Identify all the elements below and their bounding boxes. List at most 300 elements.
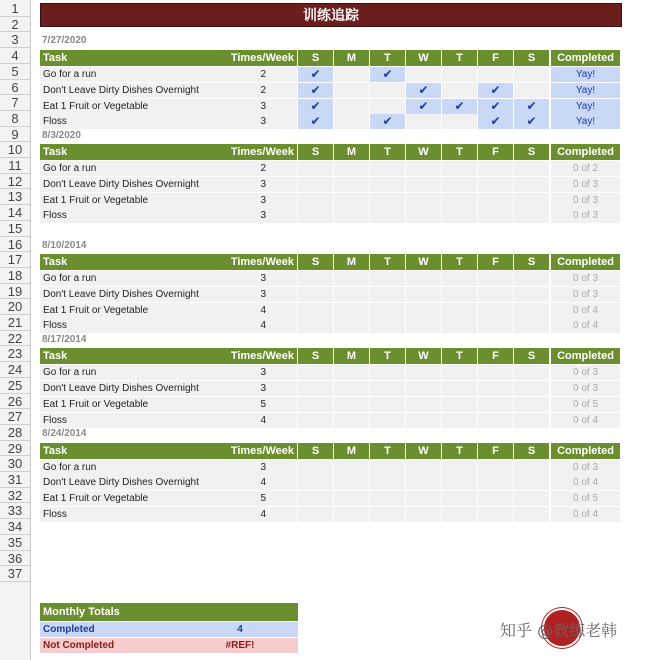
header-completed[interactable]: Completed [551, 254, 620, 270]
header-task[interactable]: Task [40, 348, 230, 364]
day-checkbox[interactable] [478, 365, 513, 380]
times-per-week[interactable]: 3 [230, 208, 297, 223]
day-checkbox[interactable] [298, 381, 333, 396]
day-checkbox[interactable] [370, 491, 405, 506]
day-checkbox[interactable] [334, 83, 369, 98]
header-day[interactable]: S [298, 443, 333, 459]
checkmark-icon: ✔ [526, 114, 537, 129]
completed-status[interactable]: 0 of 3 [551, 271, 620, 286]
monthly-not-completed-row[interactable] [40, 638, 298, 653]
week-date[interactable]: 8/17/2014 [42, 333, 87, 345]
day-checkbox[interactable] [478, 460, 513, 475]
task-name[interactable]: Don't Leave Dirty Dishes Overnight [40, 381, 230, 396]
day-checkbox[interactable] [442, 177, 477, 192]
row-number[interactable]: 2 [11, 16, 19, 32]
day-checkbox[interactable] [442, 271, 477, 286]
day-checkbox[interactable] [334, 318, 369, 333]
times-per-week[interactable]: 3 [230, 193, 297, 208]
day-checkbox[interactable] [370, 475, 405, 490]
times-per-week[interactable]: 3 [230, 271, 297, 286]
day-checkbox[interactable] [298, 397, 333, 412]
day-checkbox[interactable] [406, 507, 441, 522]
completed-status[interactable]: Yay! [551, 114, 620, 129]
times-per-week[interactable]: 2 [230, 161, 297, 176]
header-task[interactable]: Task [40, 443, 230, 459]
completed-status[interactable]: 0 of 3 [551, 208, 620, 223]
header-task[interactable]: Task [40, 144, 230, 160]
row-number[interactable]: 3 [11, 32, 19, 48]
day-checkbox[interactable] [442, 161, 477, 176]
day-checkbox[interactable] [370, 83, 405, 98]
day-checkbox[interactable] [478, 114, 513, 129]
day-checkbox[interactable] [298, 491, 333, 506]
task-name[interactable]: Floss [40, 318, 230, 333]
header-times-per-week[interactable]: Times/Week [230, 348, 297, 364]
day-checkbox[interactable] [370, 271, 405, 286]
day-checkbox[interactable] [298, 193, 333, 208]
week-date[interactable]: 8/3/2020 [42, 129, 81, 141]
day-checkbox[interactable] [514, 365, 549, 380]
completed-status[interactable]: 0 of 4 [551, 413, 620, 428]
day-checkbox[interactable] [334, 397, 369, 412]
week-date[interactable]: 8/10/2014 [42, 239, 87, 251]
day-checkbox[interactable] [478, 287, 513, 302]
day-checkbox[interactable] [442, 67, 477, 82]
day-checkbox[interactable] [514, 507, 549, 522]
day-checkbox[interactable] [406, 318, 441, 333]
header-day[interactable]: S [514, 144, 549, 160]
completed-status[interactable]: 0 of 4 [551, 475, 620, 490]
row-number[interactable]: 12 [7, 173, 23, 189]
completed-status[interactable]: 0 of 5 [551, 397, 620, 412]
day-checkbox[interactable] [514, 67, 549, 82]
header-day[interactable]: M [334, 50, 369, 66]
row-number[interactable]: 11 [8, 158, 22, 173]
day-checkbox[interactable] [334, 491, 369, 506]
day-checkbox[interactable] [370, 318, 405, 333]
row-number[interactable]: 23 [7, 346, 23, 362]
day-checkbox[interactable] [478, 507, 513, 522]
header-day[interactable]: F [478, 50, 513, 66]
day-checkbox[interactable] [442, 208, 477, 223]
day-checkbox[interactable] [478, 475, 513, 490]
day-checkbox[interactable] [334, 161, 369, 176]
day-checkbox[interactable] [298, 287, 333, 302]
day-checkbox[interactable] [442, 507, 477, 522]
day-checkbox[interactable] [514, 460, 549, 475]
day-checkbox[interactable] [298, 475, 333, 490]
day-checkbox[interactable] [406, 475, 441, 490]
header-day[interactable]: S [298, 144, 333, 160]
row-number[interactable]: 8 [11, 110, 19, 126]
day-checkbox[interactable] [406, 67, 441, 82]
day-checkbox[interactable] [442, 99, 477, 114]
row-number[interactable]: 26 [7, 393, 23, 409]
row-number[interactable]: 1 [11, 1, 19, 16]
row-number[interactable]: 33 [7, 503, 23, 519]
week-date[interactable]: 7/27/2020 [42, 35, 87, 47]
day-checkbox[interactable] [334, 67, 369, 82]
day-checkbox[interactable] [334, 507, 369, 522]
day-checkbox[interactable] [514, 177, 549, 192]
task-name[interactable]: Eat 1 Fruit or Vegetable [40, 491, 230, 506]
completed-status[interactable]: 0 of 3 [551, 193, 620, 208]
task-name[interactable]: Go for a run [40, 460, 230, 475]
header-day[interactable]: T [442, 348, 477, 364]
day-checkbox[interactable] [442, 365, 477, 380]
row-number[interactable]: 29 [7, 440, 23, 456]
completed-status[interactable]: 0 of 3 [551, 381, 620, 396]
day-checkbox[interactable] [478, 67, 513, 82]
row-number[interactable]: 22 [7, 330, 23, 346]
monthly-totals-header[interactable]: Monthly Totals [40, 603, 298, 621]
day-checkbox[interactable] [514, 114, 549, 129]
header-day[interactable]: S [298, 254, 333, 270]
times-per-week[interactable]: 3 [230, 177, 297, 192]
row-number[interactable]: 35 [7, 534, 23, 550]
day-checkbox[interactable] [478, 303, 513, 318]
times-per-week[interactable]: 4 [230, 507, 297, 522]
day-checkbox[interactable] [298, 365, 333, 380]
header-times-per-week[interactable]: Times/Week [230, 443, 297, 459]
day-checkbox[interactable] [334, 460, 369, 475]
day-checkbox[interactable] [298, 271, 333, 286]
day-checkbox[interactable] [514, 303, 549, 318]
day-checkbox[interactable] [514, 161, 549, 176]
header-day[interactable]: T [370, 254, 405, 270]
header-times-per-week[interactable]: Times/Week [230, 50, 297, 66]
day-checkbox[interactable] [298, 161, 333, 176]
header-day[interactable]: W [406, 348, 441, 364]
day-checkbox[interactable] [370, 381, 405, 396]
day-checkbox[interactable] [514, 83, 549, 98]
header-day[interactable]: W [406, 50, 441, 66]
header-day[interactable]: W [406, 254, 441, 270]
day-checkbox[interactable] [406, 99, 441, 114]
header-day[interactable]: S [514, 254, 549, 270]
times-per-week[interactable]: 4 [230, 475, 297, 490]
task-name[interactable]: Don't Leave Dirty Dishes Overnight [40, 177, 230, 192]
day-checkbox[interactable] [370, 507, 405, 522]
times-per-week[interactable]: 2 [230, 67, 297, 82]
day-checkbox[interactable] [370, 303, 405, 318]
day-checkbox[interactable] [298, 177, 333, 192]
day-checkbox[interactable] [298, 507, 333, 522]
day-checkbox[interactable] [406, 193, 441, 208]
day-checkbox[interactable] [442, 475, 477, 490]
day-checkbox[interactable] [406, 381, 441, 396]
day-checkbox[interactable] [514, 381, 549, 396]
times-per-week[interactable]: 3 [230, 99, 297, 114]
day-checkbox[interactable] [442, 460, 477, 475]
day-checkbox[interactable] [406, 365, 441, 380]
day-checkbox[interactable] [442, 83, 477, 98]
header-day[interactable]: T [370, 144, 405, 160]
day-checkbox[interactable] [334, 303, 369, 318]
header-task[interactable]: Task [40, 50, 230, 66]
task-name[interactable]: Eat 1 Fruit or Vegetable [40, 193, 230, 208]
task-name[interactable]: Go for a run [40, 67, 230, 82]
task-name[interactable]: Go for a run [40, 161, 230, 176]
day-checkbox[interactable] [298, 99, 333, 114]
times-per-week[interactable]: 3 [230, 287, 297, 302]
task-name[interactable]: Don't Leave Dirty Dishes Overnight [40, 83, 230, 98]
completed-status[interactable]: 0 of 5 [551, 491, 620, 506]
day-checkbox[interactable] [406, 83, 441, 98]
task-name[interactable]: Floss [40, 413, 230, 428]
times-per-week[interactable]: 3 [230, 365, 297, 380]
row-number[interactable]: 16 [7, 236, 23, 252]
row-number[interactable]: 32 [7, 487, 23, 503]
day-checkbox[interactable] [514, 413, 549, 428]
header-day[interactable]: M [334, 443, 369, 459]
day-checkbox[interactable] [334, 177, 369, 192]
header-times-per-week[interactable]: Times/Week [230, 144, 297, 160]
header-day[interactable]: T [370, 443, 405, 459]
day-checkbox[interactable] [370, 208, 405, 223]
day-checkbox[interactable] [478, 271, 513, 286]
day-checkbox[interactable] [406, 287, 441, 302]
header-day[interactable]: T [370, 50, 405, 66]
completed-status[interactable]: 0 of 3 [551, 177, 620, 192]
row-number[interactable]: 34 [7, 519, 23, 535]
day-checkbox[interactable] [298, 413, 333, 428]
day-checkbox[interactable] [334, 208, 369, 223]
day-checkbox[interactable] [478, 397, 513, 412]
day-checkbox[interactable] [514, 491, 549, 506]
day-checkbox[interactable] [406, 177, 441, 192]
header-times-per-week[interactable]: Times/Week [230, 254, 297, 270]
day-checkbox[interactable] [406, 413, 441, 428]
task-name[interactable]: Don't Leave Dirty Dishes Overnight [40, 475, 230, 490]
day-checkbox[interactable] [370, 193, 405, 208]
header-day[interactable]: M [334, 144, 369, 160]
row-number[interactable]: 14 [7, 205, 23, 221]
completed-status[interactable]: 0 of 4 [551, 303, 620, 318]
day-checkbox[interactable] [442, 381, 477, 396]
day-checkbox[interactable] [442, 397, 477, 412]
day-checkbox[interactable] [442, 491, 477, 506]
task-name[interactable]: Eat 1 Fruit or Vegetable [40, 99, 230, 114]
row-number[interactable]: 36 [7, 550, 23, 566]
day-checkbox[interactable] [334, 287, 369, 302]
day-checkbox[interactable] [478, 193, 513, 208]
completed-status[interactable]: 0 of 3 [551, 365, 620, 380]
row-number[interactable]: 28 [7, 424, 23, 440]
completed-status[interactable]: 0 of 4 [551, 318, 620, 333]
day-checkbox[interactable] [478, 208, 513, 223]
week-date[interactable]: 8/24/2014 [42, 427, 87, 439]
day-checkbox[interactable] [298, 303, 333, 318]
day-checkbox[interactable] [514, 208, 549, 223]
day-checkbox[interactable] [298, 114, 333, 129]
row-number[interactable]: 7 [11, 95, 19, 111]
header-day[interactable]: S [514, 443, 549, 459]
day-checkbox[interactable] [334, 114, 369, 129]
day-checkbox[interactable] [334, 475, 369, 490]
row-number[interactable]: 17 [7, 252, 23, 268]
times-per-week[interactable]: 4 [230, 413, 297, 428]
header-day[interactable]: S [514, 50, 549, 66]
completed-status[interactable]: 0 of 2 [551, 161, 620, 176]
header-day[interactable]: F [478, 348, 513, 364]
row-number[interactable]: 13 [7, 189, 23, 205]
row-number[interactable]: 20 [7, 299, 23, 315]
day-checkbox[interactable] [370, 365, 405, 380]
task-name[interactable]: Go for a run [40, 365, 230, 380]
row-number[interactable]: 27 [7, 409, 23, 425]
day-checkbox[interactable] [478, 491, 513, 506]
day-checkbox[interactable] [442, 318, 477, 333]
times-per-week[interactable]: 3 [230, 460, 297, 475]
day-checkbox[interactable] [442, 303, 477, 318]
day-checkbox[interactable] [478, 161, 513, 176]
task-name[interactable]: Floss [40, 114, 230, 129]
day-checkbox[interactable] [514, 475, 549, 490]
day-checkbox[interactable] [478, 381, 513, 396]
day-checkbox[interactable] [514, 287, 549, 302]
header-day[interactable]: T [442, 50, 477, 66]
day-checkbox[interactable] [298, 67, 333, 82]
times-per-week[interactable]: 4 [230, 303, 297, 318]
day-checkbox[interactable] [514, 193, 549, 208]
header-day[interactable]: S [514, 348, 549, 364]
day-checkbox[interactable] [334, 193, 369, 208]
day-checkbox[interactable] [298, 208, 333, 223]
day-checkbox[interactable] [298, 318, 333, 333]
completed-status[interactable]: Yay! [551, 99, 620, 114]
day-checkbox[interactable] [334, 99, 369, 114]
times-per-week[interactable]: 2 [230, 83, 297, 98]
header-day[interactable]: S [298, 50, 333, 66]
row-number[interactable]: 24 [7, 362, 23, 378]
day-checkbox[interactable] [406, 460, 441, 475]
task-name[interactable]: Floss [40, 507, 230, 522]
row-number[interactable]: 25 [7, 377, 23, 393]
day-checkbox[interactable] [406, 271, 441, 286]
day-checkbox[interactable] [298, 83, 333, 98]
row-number[interactable]: 5 [11, 63, 19, 79]
times-per-week[interactable]: 3 [230, 114, 297, 129]
day-checkbox[interactable] [478, 413, 513, 428]
day-checkbox[interactable] [334, 413, 369, 428]
day-checkbox[interactable] [478, 99, 513, 114]
header-day[interactable]: T [442, 443, 477, 459]
day-checkbox[interactable] [334, 381, 369, 396]
row-number[interactable]: 18 [7, 267, 23, 283]
row-number[interactable]: 10 [7, 142, 23, 158]
day-checkbox[interactable] [370, 287, 405, 302]
header-day[interactable]: T [370, 348, 405, 364]
header-day[interactable]: W [406, 443, 441, 459]
day-checkbox[interactable] [406, 303, 441, 318]
day-checkbox[interactable] [478, 83, 513, 98]
times-per-week[interactable]: 5 [230, 397, 297, 412]
checkmark-icon: ✔ [418, 98, 429, 113]
times-per-week[interactable]: 3 [230, 381, 297, 396]
times-per-week[interactable]: 5 [230, 491, 297, 506]
day-checkbox[interactable] [514, 99, 549, 114]
row-number[interactable]: 4 [11, 48, 19, 64]
day-checkbox[interactable] [442, 287, 477, 302]
monthly-completed-value: 4 [237, 624, 243, 635]
day-checkbox[interactable] [370, 177, 405, 192]
header-day[interactable]: W [406, 144, 441, 160]
day-checkbox[interactable] [370, 67, 405, 82]
header-day[interactable]: F [478, 254, 513, 270]
times-per-week[interactable]: 4 [230, 318, 297, 333]
row-number[interactable]: 15 [7, 220, 23, 236]
day-checkbox[interactable] [370, 460, 405, 475]
row-number[interactable]: 37 [7, 566, 23, 582]
monthly-completed-row[interactable] [40, 622, 298, 637]
day-checkbox[interactable] [370, 114, 405, 129]
completed-status[interactable]: 0 of 3 [551, 287, 620, 302]
watermark [500, 608, 650, 648]
day-checkbox[interactable] [406, 114, 441, 129]
row-number[interactable]: 9 [11, 126, 19, 142]
day-checkbox[interactable] [442, 193, 477, 208]
header-day[interactable]: M [334, 348, 369, 364]
day-checkbox[interactable] [406, 491, 441, 506]
day-checkbox[interactable] [406, 161, 441, 176]
task-name[interactable]: Floss [40, 208, 230, 223]
day-checkbox[interactable] [514, 318, 549, 333]
day-checkbox[interactable] [514, 397, 549, 412]
row-number[interactable]: 19 [7, 283, 23, 299]
day-checkbox[interactable] [370, 99, 405, 114]
header-task[interactable]: Task [40, 254, 230, 270]
day-checkbox[interactable] [406, 208, 441, 223]
header-day[interactable]: T [442, 144, 477, 160]
day-checkbox[interactable] [442, 413, 477, 428]
header-completed[interactable]: Completed [551, 443, 620, 459]
day-checkbox[interactable] [370, 397, 405, 412]
header-completed[interactable]: Completed [551, 348, 620, 364]
day-checkbox[interactable] [406, 397, 441, 412]
sheet-title[interactable]: 训练追踪 [40, 3, 622, 27]
task-name[interactable]: Go for a run [40, 271, 230, 286]
completed-status[interactable]: Yay! [551, 67, 620, 82]
day-checkbox[interactable] [334, 365, 369, 380]
header-completed[interactable]: Completed [551, 50, 620, 66]
task-name[interactable]: Eat 1 Fruit or Vegetable [40, 397, 230, 412]
task-name[interactable]: Eat 1 Fruit or Vegetable [40, 303, 230, 318]
header-day[interactable]: F [478, 144, 513, 160]
day-checkbox[interactable] [478, 177, 513, 192]
header-day[interactable]: M [334, 254, 369, 270]
header-day[interactable]: F [478, 443, 513, 459]
day-checkbox[interactable] [334, 271, 369, 286]
completed-status[interactable]: 0 of 4 [551, 507, 620, 522]
day-checkbox[interactable] [478, 318, 513, 333]
header-completed[interactable]: Completed [551, 144, 620, 160]
header-day[interactable]: T [442, 254, 477, 270]
task-name[interactable]: Don't Leave Dirty Dishes Overnight [40, 287, 230, 302]
completed-status[interactable]: 0 of 3 [551, 460, 620, 475]
day-checkbox[interactable] [514, 271, 549, 286]
day-checkbox[interactable] [370, 413, 405, 428]
row-number[interactable]: 21 [7, 315, 23, 330]
row-number[interactable]: 31 [7, 472, 23, 487]
day-checkbox[interactable] [298, 460, 333, 475]
completed-status[interactable]: Yay! [551, 83, 620, 98]
header-day[interactable]: S [298, 348, 333, 364]
day-checkbox[interactable] [442, 114, 477, 129]
day-checkbox[interactable] [370, 161, 405, 176]
row-number[interactable]: 6 [11, 79, 19, 95]
row-number[interactable]: 30 [7, 456, 23, 472]
